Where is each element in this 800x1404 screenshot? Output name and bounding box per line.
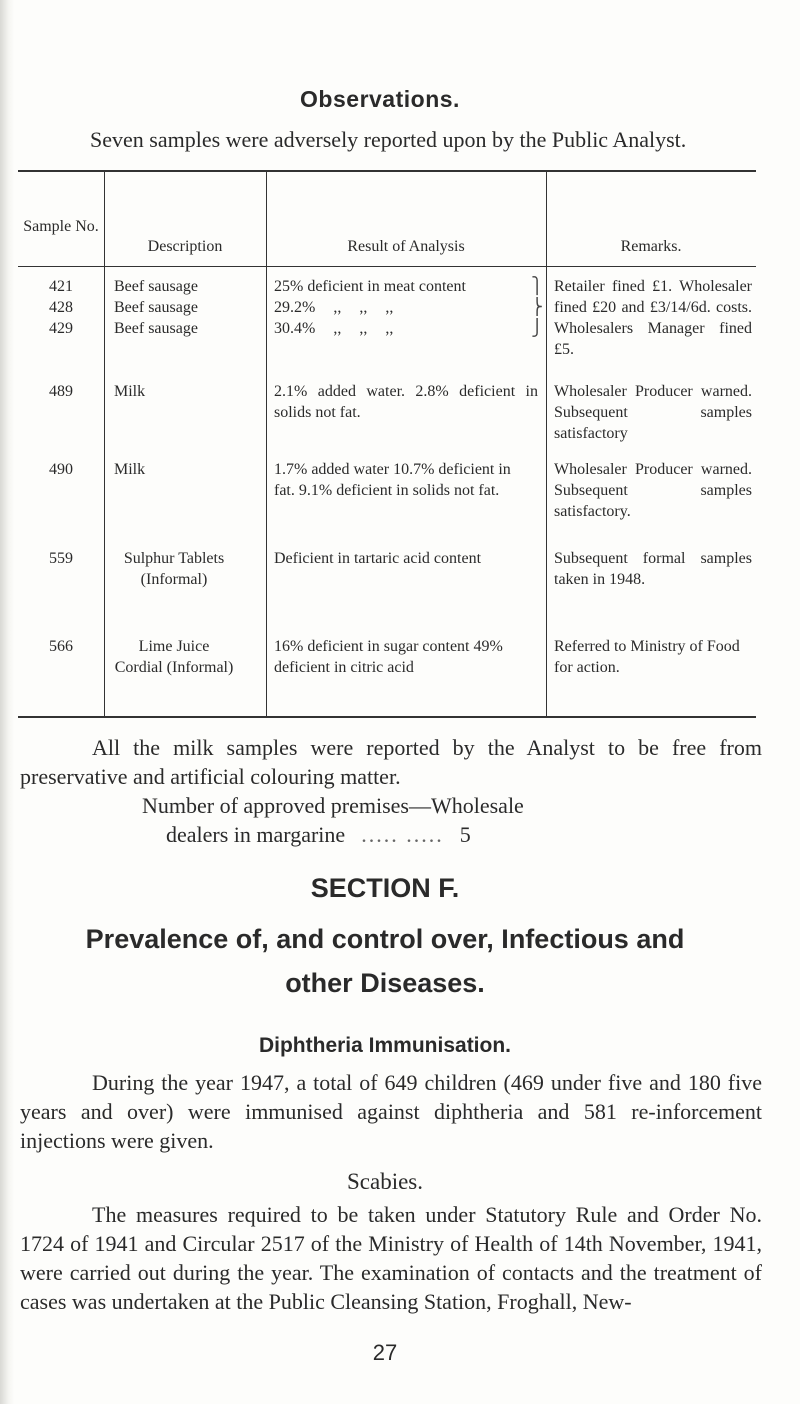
remarks-sausage: Retailer fined £1. Wholesaler fined £20 and £3/14/6d. costs. Wholesalers Manager fined £5. <box>554 278 752 358</box>
premises-value: 5 <box>459 822 471 847</box>
description-428: Beef sausage <box>114 299 198 316</box>
premises-leader-dots: ..... ..... <box>361 822 444 847</box>
description-566: Lime Juice Cordial (Informal) <box>114 638 234 676</box>
analysis-table <box>18 170 756 718</box>
premises-line2 <box>142 820 702 849</box>
header-sample-no: Sample No. <box>23 218 99 235</box>
sample-no-421: 421 <box>49 278 73 295</box>
diphtheria-text: During the year 1947, a total of 649 children (469 under five and 180 five years and over) were immunised against diphtheria and 581 re-inforcement injections were given. <box>20 1070 762 1153</box>
result-489: 2.1% added water. 2.8% deficient in solids not fat. <box>274 383 538 421</box>
description-490: Milk <box>114 461 146 478</box>
sample-no-429: 429 <box>49 320 73 337</box>
diphtheria-heading: Diphtheria Immunisation. <box>258 1034 512 1057</box>
result-559: Deficient in tartaric acid content <box>274 550 482 567</box>
scabies-heading: Scabies. <box>346 1169 423 1194</box>
section-title <box>0 917 770 1005</box>
sample-no-490: 490 <box>49 461 73 478</box>
section-label: SECTION F. <box>310 873 460 903</box>
result-428: 29.2% ,, ,, ,, <box>274 299 394 316</box>
result-490: 1.7% added water 10.7% deficient in fat. 9.1% deficient in solids not fat. <box>274 461 511 499</box>
description-421: Beef sausage <box>114 278 198 295</box>
table-bottom-rule <box>18 716 756 718</box>
remarks-566: Referred to Ministry of Food for action. <box>554 638 740 676</box>
table-top-rule <box>18 170 756 172</box>
milk-note: All the milk samples were reported by the Analyst to be free from preservative and artificial colouring matter. <box>20 735 762 789</box>
sample-no-559: 559 <box>49 550 73 567</box>
remarks-489: Wholesaler Producer warned. Subsequent samples satisfactory <box>554 383 752 442</box>
brace-mark: ⎫ ⎬ ⎭ <box>531 278 543 337</box>
premises-label-line2: dealers in margarine <box>166 822 346 847</box>
remarks-490: Wholesaler Producer warned. Subsequent samples satisfactory. <box>554 461 752 520</box>
sample-no-428: 428 <box>49 299 73 316</box>
header-description: Description <box>147 238 223 255</box>
section-title-line1: Prevalence of, and control over, Infectious and <box>85 924 685 954</box>
sample-no-566: 566 <box>49 638 73 655</box>
description-429: Beef sausage <box>114 320 198 337</box>
observations-title: Observations. <box>300 86 460 112</box>
table-header-rule <box>18 266 756 267</box>
section-title-line2: other Diseases. <box>285 968 485 998</box>
sample-no-489: 489 <box>49 383 73 400</box>
description-489: Milk <box>114 383 146 400</box>
header-result: Result of Analysis <box>347 238 465 255</box>
page-number: 27 <box>372 1340 398 1365</box>
observations-intro: Seven samples were adversely reported upon by the Public Analyst. <box>90 127 687 152</box>
scabies-text: The measures required to be taken under Statutory Rule and Order No. 1724 of 1941 and Circular 2517 of the Ministry of Health of 14th November, 1941, were carried out during the year. The examination of contacts and the treatment of cases was undertaken at the Public Cleansing Station, Froghall, New- <box>20 1202 762 1314</box>
result-566: 16% deficient in sugar content 49% deficient in citric acid <box>274 638 503 676</box>
header-remarks: Remarks. <box>620 238 682 255</box>
result-429: 30.4% ,, ,, ,, <box>274 320 394 337</box>
remarks-559: Subsequent formal samples taken in 1948. <box>554 550 752 588</box>
approved-premises <box>142 791 702 849</box>
premises-label-line1: Number of approved premises—Wholesale <box>142 793 524 818</box>
result-421: 25% deficient in meat content <box>274 278 466 295</box>
description-559: Sulphur Tablets (Informal) <box>123 550 225 588</box>
